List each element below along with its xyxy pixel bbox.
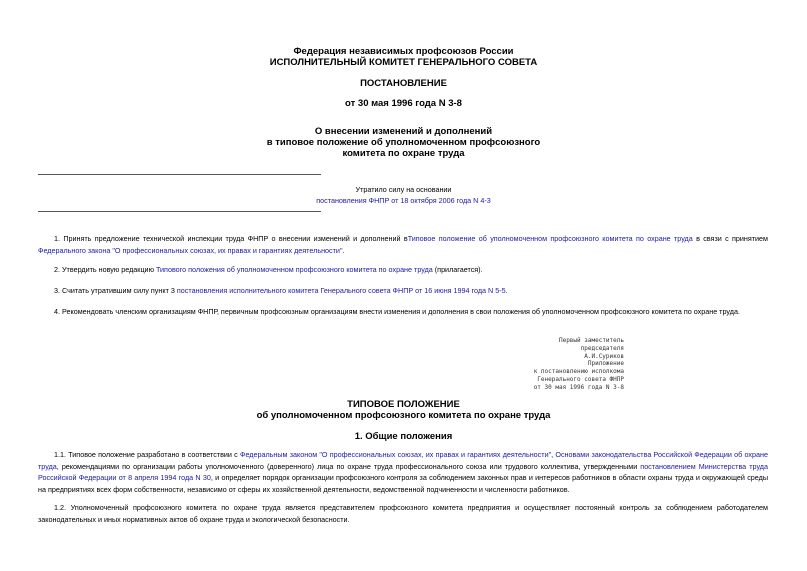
doc-title-line: в типовое положение об уполномоченном профсоюзного (266, 137, 541, 148)
signature-block: Первый заместитель председателя А.И.Суриков Приложение к постановлению исполкома Генерального совета ФНПР от 30 мая 1996 года N 3-8 (533, 337, 624, 391)
doc-title-line: комитета по охране труда (342, 148, 465, 159)
link-typical-regulation-2[interactable]: Типового положения об уполномоченном профсоюзного комитета по охране труда (155, 265, 433, 274)
link-typical-regulation[interactable]: Типовое положение об уполномоченном профсоюзного комитета по охране труда (407, 234, 693, 243)
paragraph-1: 1. Принять предложение технической инспекции труда ФНПР о внесении изменений и дополнений вТиповое положение об уполномоченном профсоюзного комитета по охране труда в связи с принятием Федерального закона "О профессиональных союзах, их правах и гарантиях деятельности". (38, 234, 768, 255)
link-ministry-resolution[interactable]: постановлением Министерства труда Российской Федерации от 8 апреля 1994 года N 30 (38, 461, 768, 482)
paragraph-1-2: 1.2. Уполномоченный профсоюзного комитета по охране труда является представителем профсоюзного комитета предприятия и осуществляет постоянный контроль за соблюдением работодателем законодательных и иных нормативных актов об охране труда и экологической безопасности. (38, 503, 768, 524)
section-heading: 1. Общие положения (354, 431, 453, 442)
divider (38, 174, 321, 175)
status-text: Утратило силу на основании (355, 185, 452, 194)
paragraph-3: 3. Считать утратившим силу пункт 3 постановления исполнительного комитета Генерального совета ФНПР от 16 июня 1994 года N 5-5. (54, 286, 508, 295)
annex-subtitle: об уполномоченном профсоюзного комитета по охране труда (256, 410, 551, 421)
link-resolution-1994[interactable]: постановления исполнительного комитета Генерального совета ФНПР от 16 июня 1994 года N 5-5 (176, 286, 506, 295)
link-federal-law[interactable]: Федерального закона "О профессиональных союзах, их правах и гарантиях деятельности" (38, 245, 343, 255)
doc-title-line: О внесении изменений и дополнений (314, 126, 493, 137)
link-federal-law-2[interactable]: Федеральным законом "О профессиональных союзах, их правах и гарантиях деятельности" (239, 450, 552, 459)
status-line (0, 195, 807, 206)
divider (38, 211, 321, 212)
org-name: Федерация независимых профсоюзов России (293, 46, 514, 57)
committee-name: ИСПОЛНИТЕЛЬНЫЙ КОМИТЕТ ГЕНЕРАЛЬНОГО СОВЕТА (269, 57, 538, 68)
paragraph-4: 4. Рекомендовать членским организациям ФНПР, первичным профсоюзным организациям внести изменения и дополнения в свои положения об уполномоченном профсоюзного комитета по охране труда. (54, 307, 740, 316)
link-labor-basics[interactable]: Основами законодательства Российской Федерации об охране труда (38, 450, 768, 471)
doc-type: ПОСТАНОВЛЕНИЕ (360, 78, 447, 89)
annex-title: ТИПОВОЕ ПОЛОЖЕНИЕ (347, 399, 460, 410)
doc-date: от 30 мая 1996 года N 3-8 (345, 98, 462, 109)
paragraph-1-1: 1.1. Типовое положение разработано в соответствии с Федеральным законом "О профессиональных союзах, их правах и гарантиях деятельности", Основами законодательства Российской Федерации об охране труда, рекомендациями по организации работы уполномоченного (доверенного) лица по охране труда профессионального союза или трудового коллектива, утвержденными постановлением Министерства труда Российской Федерации от 8 апреля 1994 года N 30, и определяет порядок организации профсоюзного контроля за соблюдением законных прав и интересов работников в области охраны труда и окружающей среды на предприятиях всех форм собственности, независимо от сферы их хозяйственной деятельности, ведомственной подчиненности и численности работников. (38, 450, 768, 494)
paragraph-2: 2. Утвердить новую редакцию Типового положения об уполномоченном профсоюзного комитета по охране труда (прилагается). (54, 265, 483, 274)
status-link[interactable]: постановления ФНПР от 18 октября 2006 года N 4-3 (316, 196, 491, 205)
